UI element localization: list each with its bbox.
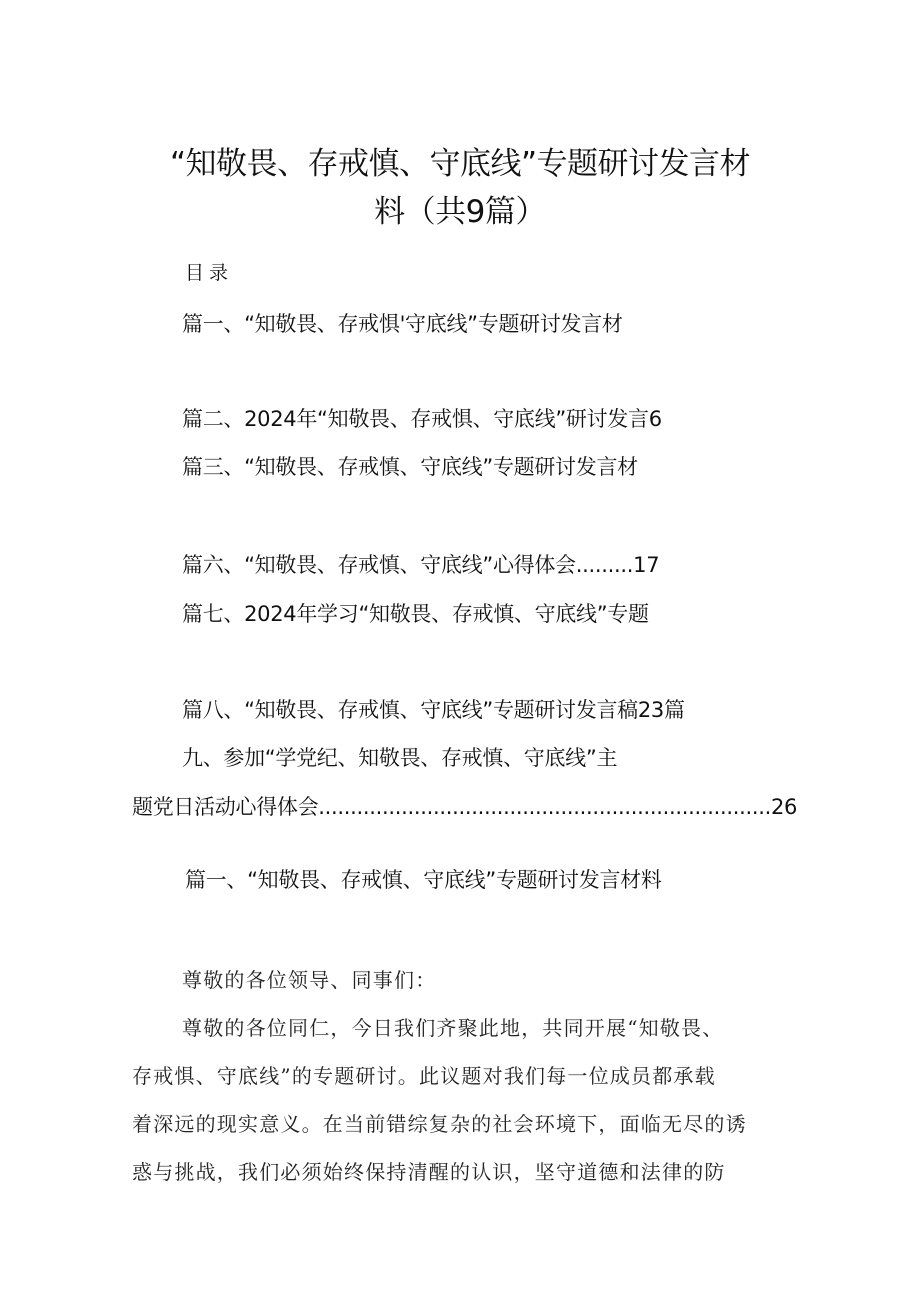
toc-label: 目录 (185, 262, 234, 284)
toc-entry-6[interactable]: 篇六、“知敬畏、存戒慎、守底线”心得体会.........17 (182, 553, 660, 577)
toc-entry-9[interactable]: 九、参加“学党纪、知敬畏、存戒慎、守底线”主 (182, 746, 618, 770)
toc-entry-3[interactable]: 篇三、“知敬畏、存戒慎、守底线”专题研讨发言材 (182, 455, 638, 479)
body-line: 尊敬的各位同仁，今日我们齐聚此地，共同开展“知敬畏、 (182, 1016, 724, 1040)
toc-entry-2[interactable]: 篇二、2024年“知敬畏、存戒惧、守底线”研讨发言6 (182, 407, 662, 431)
greeting-line: 尊敬的各位领导、同事们： (182, 968, 437, 992)
body-line: 着深远的现实意义。在当前错综复杂的社会环境下，面临无尽的诱 (132, 1112, 747, 1136)
toc-entry-8[interactable]: 篇八、“知敬畏、存戒慎、守底线”专题研讨发言稿23篇 (182, 698, 685, 722)
toc-entry-9-continued[interactable]: 题党日活动心得体会.......................................................................26 (132, 795, 798, 819)
toc-entry-1[interactable]: 篇一、“知敬畏、存戒惧'守底线”专题研讨发言材 (182, 312, 623, 336)
toc-entry-7[interactable]: 篇七、2024年学习“知敬畏、存戒慎、守底线”专题 (182, 602, 649, 626)
body-line: 存戒惧、守底线”的专题研讨。此议题对我们每一位成员都承载 (132, 1064, 716, 1088)
body-line: 惑与挑战，我们必须始终保持清醒的认识，坚守道德和法律的防 (132, 1160, 726, 1184)
section-heading: 篇一、“知敬畏、存戒慎、守底线”专题研讨发言材料 (185, 868, 662, 892)
document-title-line-2: 料（共9篇） (374, 194, 546, 230)
document-title-line-1: “知敬畏、存戒慎、守底线”专题研讨发言材 (169, 146, 751, 182)
